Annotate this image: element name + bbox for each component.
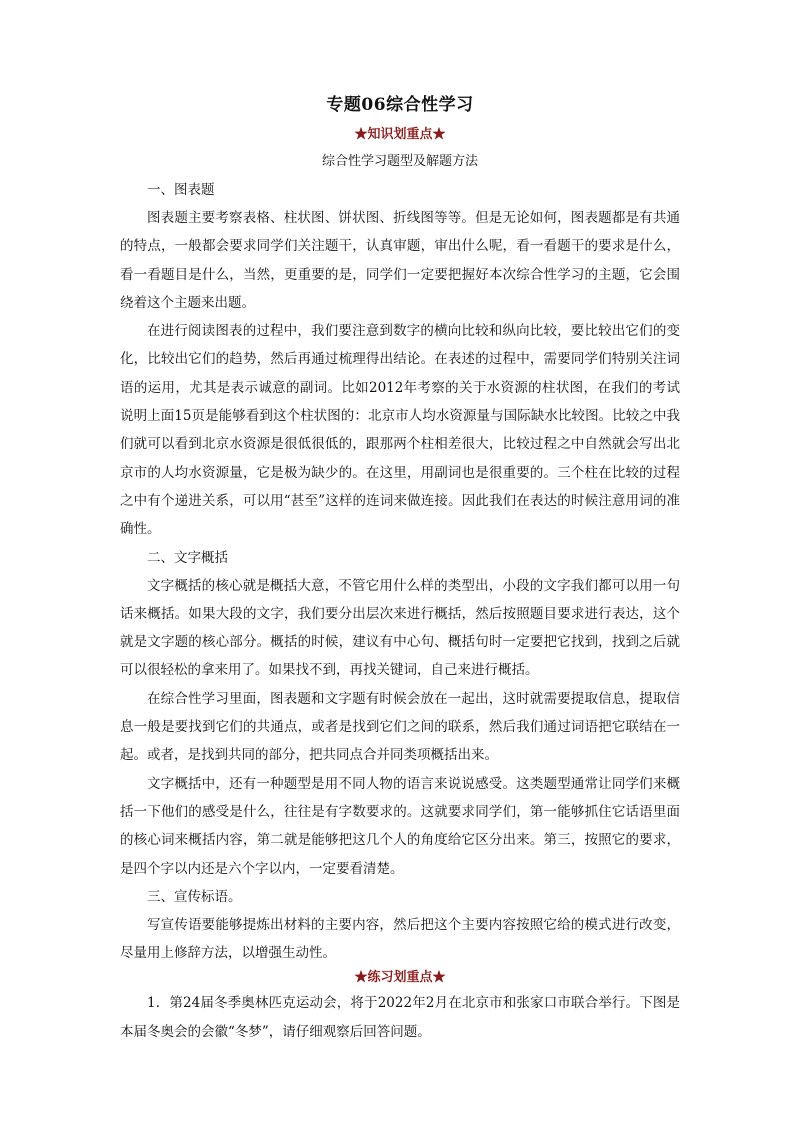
practice-header: ★练习划重点★ (354, 970, 446, 986)
knowledge-header: ★知识划重点★ (354, 127, 446, 142)
paragraph: 文字概括中，还有一种题型是用不同人物的语言来说说感受。这类题型通常让同学们来概括一下他们的感受是什么，往往是有字数要求的。这就要求同学们，第一能够抓住它话语里面的核心词来概括内容，第二就是能够把这几个人的角度给它区分出来。第三，按照它的要求，是四个字以内还是六个字以内，一定要看清楚。 (120, 775, 680, 877)
question-1: 1．第24届冬季奥林匹克运动会，将于2022年2月在北京市和张家口市联合举行。下图是本届冬奥会的会徽“冬梦”，请仔细观察后回答问题。 (120, 995, 680, 1040)
section-heading-slogan: 三、宣传标语。 (147, 888, 242, 905)
section-heading-summary: 二、文字概括 (147, 549, 228, 566)
paragraph: 在进行阅读图表的过程中，我们要注意到数字的横向比较和纵向比较，要比较出它们的变化，比较出它们的趋势，然后再通过梳理得出结论。在表述的过程中，需要同学们特别关注词语的运用，尤其是表示诚意的副词。比如2012年考察的关于水资源的柱状图，在我们的考试说明上面15页是能够看到这个柱状图的：北京市人均水资源量与国际缺水比较图。比较之中我们就可以看到北京水资源是很低很低的，跟那两个柱相差很大，比较过程之中自然就会写出北京市的人均水资源量，它是极为缺少的。在这里，用副词也是很重要的。三个柱在比较的过程之中有个递进关系，可以用“甚至”这样的连词来做连接。因此我们在表达的时候注意用词的准确性。 (120, 323, 680, 538)
document-title: 专题06综合性学习 (326, 95, 474, 115)
paragraph: 图表题主要考察表格、柱状图、饼状图、折线图等等。但是无论如何，图表题都是有共通的特点，一般都会要求同学们关注题干，认真审题，审出什么呢，看一看题干的要求是什么，看一看题目是什么，当然，更重要的是，同学们一定要把握好本次综合性学习的主题，它会围绕着这个主题来出题。 (120, 210, 680, 311)
document-page (120, 92, 680, 1046)
paragraph: 写宣传语要能够提炼出材料的主要内容，然后把这个主要内容按照它给的模式进行改变，尽量用上修辞方法，以增强生动性。 (120, 916, 680, 962)
paragraph: 文字概括的核心就是概括大意，不管它用什么样的类型出，小段的文字我们都可以用一句话来概括。如果大段的文字，我们要分出层次来进行概括，然后按照题目要求进行表达，这个就是文字题的核心部分。概括的时候，建议有中心句、概括句时一定要把它找到，找到之后就可以很轻松的拿来用了。如果找不到，再找关键词，自己来进行概括。 (120, 577, 680, 679)
paragraph: 在综合性学习里面，图表题和文字题有时候会放在一起出，这时就需要提取信息，提取信息一般是要找到它们的共通点，或者是找到它们之间的联系，然后我们通过词语把它联结在一起。或者，是找到共同的部分，把共同点合并同类项概括出来。 (120, 690, 680, 764)
section-heading-chart: 一、图表题 (147, 182, 215, 198)
document-subtitle: 综合性学习题型及解题方法 (321, 154, 478, 169)
